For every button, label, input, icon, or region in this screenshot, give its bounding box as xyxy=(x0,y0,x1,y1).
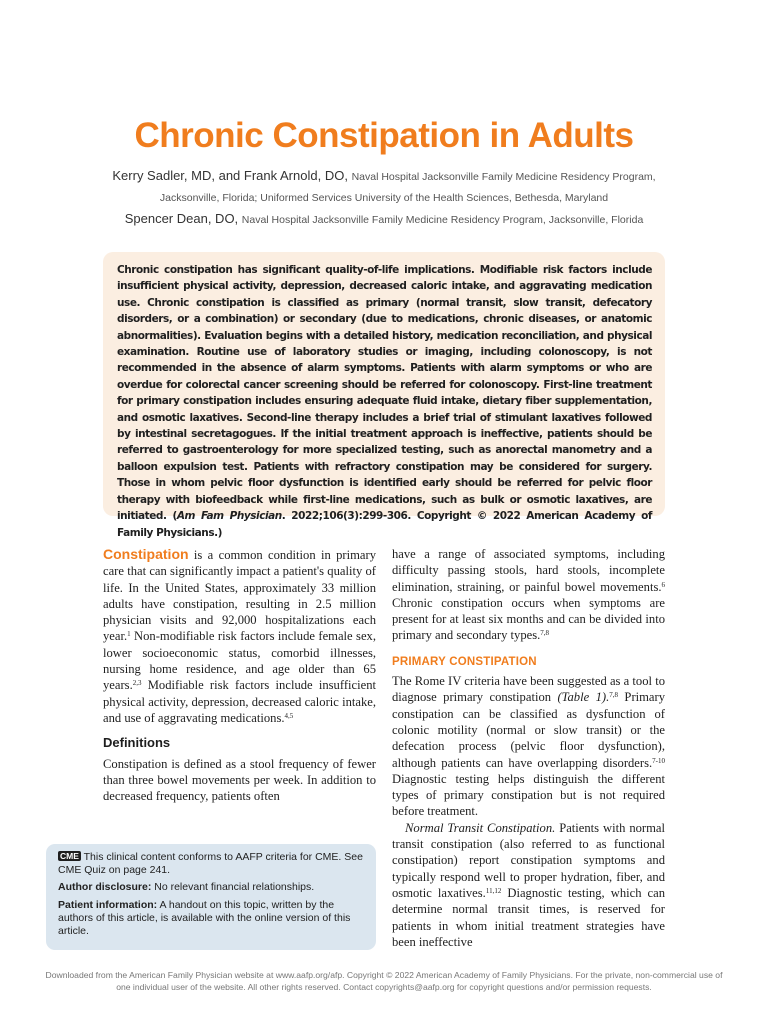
table-reference-link[interactable]: (Table 1). xyxy=(557,690,610,705)
rome-text-1: The Rome IV criteria have been suggested as a tool to diagnose primary constipation xyxy=(392,674,665,705)
normal-transit-lead: Normal Transit Constipation. xyxy=(405,820,556,835)
author-names-1: Kerry Sadler, MD, and Frank Arnold, DO, xyxy=(112,168,348,183)
download-footer: Downloaded from the American Family Physician website at www.aafp.org/afp. Copyright © 2022 American Academy of Family Physicians. For the private, non-commercial use of one individual user of the website. All other rights reserved. Contact copyrights@aafp.org for copyright questions and/or permission requests. xyxy=(45,970,723,992)
author-line-2 xyxy=(96,209,672,230)
reference-superscript: 7,8 xyxy=(609,691,619,700)
author-affiliation-2: Naval Hospital Jacksonville Family Medicine Residency Program, Jacksonville, Florida xyxy=(241,214,644,226)
rome-text-2: Primary constipation can be classified as dysfunction of colonic motility (normal or slow transit) or the defecation process (pelvic floor dysfunction), although patients can have overlapping disorders. xyxy=(392,690,666,770)
reference-superscript: 7,8 xyxy=(540,629,550,638)
disclosure-text: No relevant financial relationships. xyxy=(151,881,315,894)
author-line-1 xyxy=(96,166,672,208)
abstract-citation: . 2022;106(3):299-306. Copyright © 2022 American Academy of Family Physicians.) xyxy=(117,510,652,539)
definitions-paragraph: Constipation is defined as a stool frequency of fewer than three bowel movements per week. In addition to decreased frequency, patients often xyxy=(103,756,376,804)
abstract-box xyxy=(103,252,665,539)
intro-text-1: is a common condition in primary care that can significantly impact a patient's quality of life. In the United States, approximately 33 million adults have constipation, resulting in 2.5 million physician visits and 92,000 hospitalizations each year. xyxy=(103,548,376,644)
author-affiliation-1: Naval Hospital Jacksonville Family Medicine Residency Program, Jacksonville, Florida; Uniformed Services University of the Health Sciences, Bethesda, Maryland xyxy=(159,171,656,204)
author-block xyxy=(96,166,672,230)
reference-superscript: 1 xyxy=(127,630,131,639)
article-title: Chronic Constipation in Adults xyxy=(134,116,634,155)
author-names-2: Spencer Dean, DO, xyxy=(124,211,239,226)
symptoms-text-1: have a range of associated symptoms, including difficulty passing stools, hard stools, incomplete elimination, straining, or painful bowel movements. xyxy=(392,547,665,594)
reference-superscript: 4,5 xyxy=(284,711,294,720)
reference-superscript: 2,3 xyxy=(132,679,142,688)
body-column-right xyxy=(392,546,665,950)
rome-text-3: Diagnostic testing helps distinguish the different types of primary constipation but is not required before treatment. xyxy=(392,771,665,819)
intro-text-2: Non-modifiable risk factors include female sex, lower socioeconomic status, comorbid illnesses, nursing home residence, and age older than 65 years. xyxy=(103,629,376,693)
reference-superscript: 7-10 xyxy=(652,756,665,765)
rome-criteria-paragraph xyxy=(392,673,665,820)
cme-info-box xyxy=(46,844,376,950)
normal-transit-text-1: Patients with normal transit constipation (also referred to as functional constipation) report constipation symptoms and typically respond well to proper hydration, fiber, and osmotic laxatives. xyxy=(392,820,666,900)
abstract-journal: Am Fam Physician xyxy=(176,510,282,523)
symptoms-text-2: Chronic constipation occurs when symptoms are present for at least six months and can be divided into primary and secondary types. xyxy=(392,595,665,643)
patient-info-text: A handout on this topic, written by the authors of this article, is available with the online version of this article. xyxy=(58,898,351,938)
cme-text: This clinical content conforms to AAFP criteria for CME. See CME Quiz on page 241. xyxy=(58,851,363,877)
normal-transit-text-2: Diagnostic testing, which can determine normal transit times, is reserved for patients in whom initial treatment strategies have been ineffective xyxy=(392,885,666,949)
author-disclosure xyxy=(58,881,364,894)
abstract-text: Chronic constipation has significant quality-of-life implications. Modifiable risk factors include insufficient physical activity, depression, decreased caloric intake, and aggravating medication use. Chronic constipation is classified as primary (normal transit, slow transit, defecatory disorders, or a combination) or secondary (due to medications, chronic diseases, or anatomic abnormalities). Evaluation begins with a detailed history, medication reconciliation, and physical examination. Routine use of laboratory studies or imaging, including colonoscopy, is not recommended in the absence of alarm symptoms. Patients with alarm symptoms or who are overdue for colorectal cancer screening should be referred for colonoscopy. First-line treatment for primary constipation includes ensuring adequate fluid intake, dietary fiber supplementation, and osmotic laxatives. Second-line therapy includes a brief trial of stimulant laxatives followed by intestinal secretagogues. If the initial treatment approach is ineffective, patients should be referred to gastroenterology for more specialized testing, such as anorectal manometry and a balloon expulsion test. Patients with refractory constipation may be considered for surgery. Those in whom pelvic floor dysfunction is identified early should be referred for pelvic floor therapy with biofeedback while first-line medications, such as bulk or osmotic laxatives, are initiated. ( xyxy=(117,264,652,523)
intro-paragraph xyxy=(103,546,376,726)
reference-superscript: 11,12 xyxy=(485,886,502,895)
symptoms-paragraph xyxy=(392,546,665,644)
body-column-left xyxy=(103,546,376,804)
definitions-heading: Definitions xyxy=(103,735,171,751)
primary-constipation-heading: PRIMARY CONSTIPATION xyxy=(392,655,537,668)
cme-badge-icon: CME xyxy=(60,851,79,861)
intro-text-3: Modifiable risk factors include insufficient physical activity, depression, decreased caloric intake, and use of aggravating medications. xyxy=(103,678,376,725)
normal-transit-paragraph xyxy=(392,820,665,950)
disclosure-label: Author disclosure: xyxy=(58,881,152,894)
reference-superscript: 6 xyxy=(661,580,665,589)
patient-information xyxy=(58,899,364,939)
cme-statement xyxy=(58,851,364,877)
intro-lead-word: Constipation xyxy=(103,546,189,562)
patient-info-label: Patient information: xyxy=(58,898,158,911)
